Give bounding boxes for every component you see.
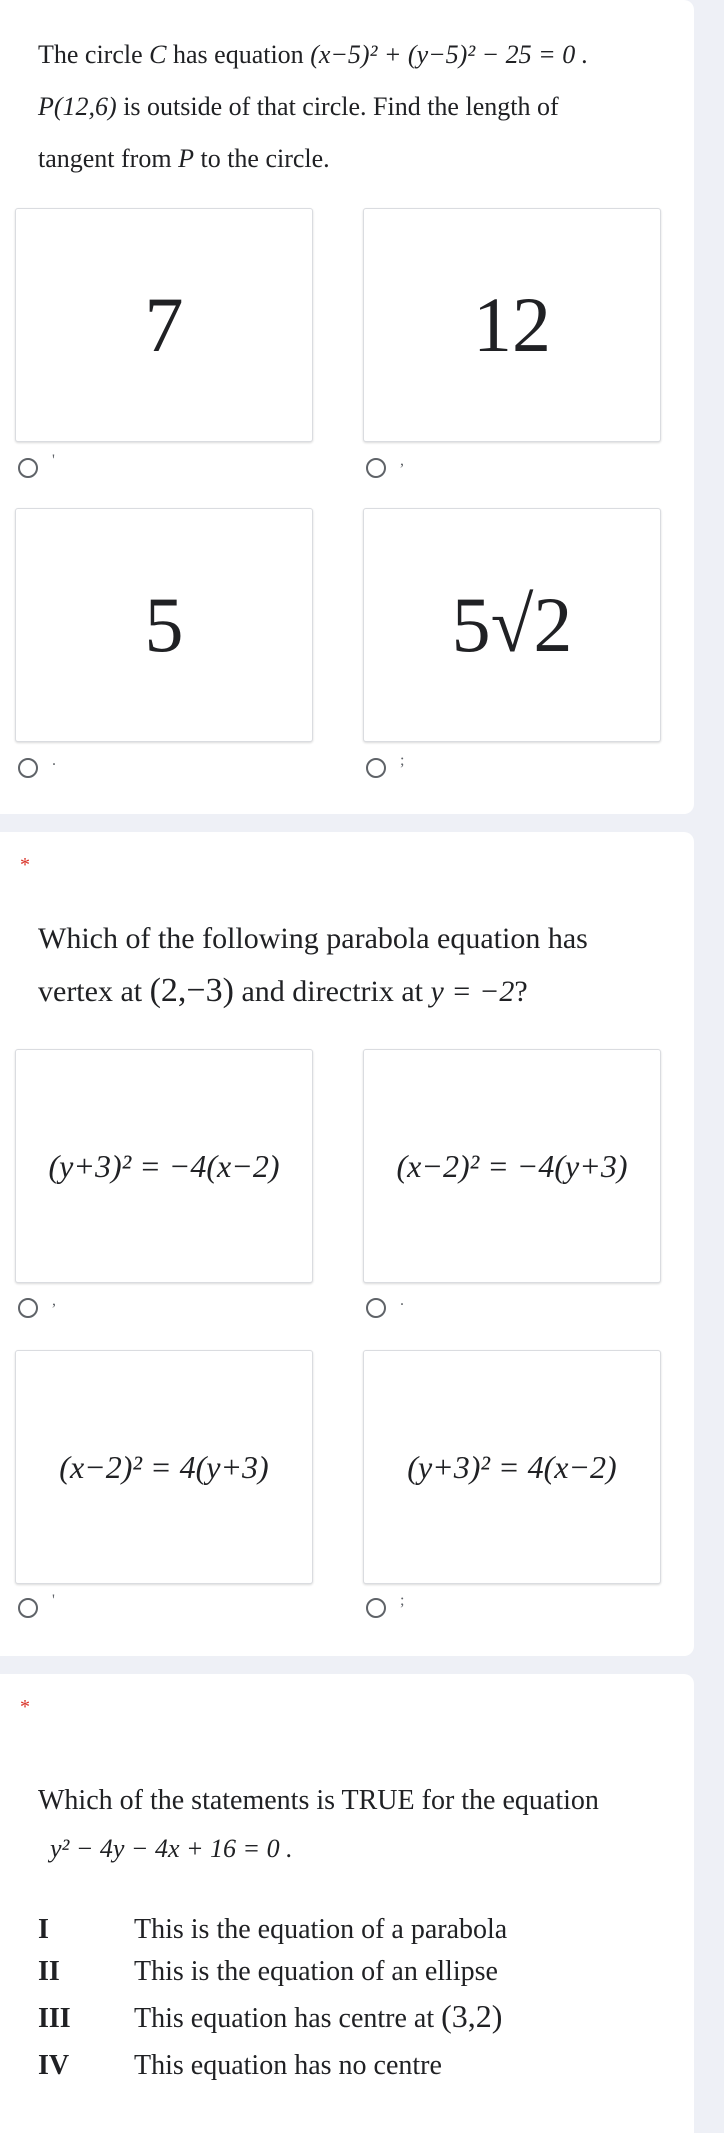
point-p: P(12,6) — [38, 92, 117, 121]
statement-2: II This is the equation of an ellipse — [38, 1956, 498, 1987]
question-1-line-3: tangent from P to the circle. — [38, 144, 330, 173]
option-image-parabola-b[interactable]: (x−2)² = −4(y+3) — [363, 1049, 661, 1283]
question-2-line-1: Which of the following parabola equation has — [38, 922, 588, 955]
option-radio-parabola-c[interactable] — [18, 1598, 38, 1618]
option-image-parabola-a[interactable]: (y+3)² = −4(x−2) — [15, 1049, 313, 1283]
question-1-line-2: P(12,6) is outside of that circle. Find the length of — [38, 92, 559, 121]
circle-equation: (x−5)² + (y−5)² − 25 = 0 . — [310, 40, 589, 69]
directrix-value: y = −2 — [430, 975, 515, 1008]
option-radio-5-root-2[interactable] — [366, 758, 386, 778]
option-image-parabola-d[interactable]: (y+3)² = 4(x−2) — [363, 1350, 661, 1584]
question-1-line-1: The circle C has equation (x−5)² + (y−5)² − 25 = 0 . — [38, 40, 589, 69]
question-card-2: * Which of the following parabola equation has vertex at (2,−3) and directrix at y = −2? (y+3)² = −4(x−2) , (x−2)² = −4(y+3) . (x−2)² = 4(y+3) ' (y+3)² = 4(x−2) ; — [0, 832, 694, 1656]
option-image-parabola-c[interactable]: (x−2)² = 4(y+3) — [15, 1350, 313, 1584]
question-3-line-1: Which of the statements is TRUE for the equation — [38, 1785, 599, 1816]
option-image-5[interactable]: 5 — [15, 508, 313, 742]
statement-3: III This equation has centre at (3,2) — [38, 1998, 503, 2034]
statement-1: I This is the equation of a parabola — [38, 1914, 508, 1945]
question-2-line-2: vertex at (2,−3) and directrix at y = −2? — [38, 972, 528, 1009]
option-radio-7[interactable] — [18, 458, 38, 478]
option-image-12[interactable]: 12 — [363, 208, 661, 442]
option-image-5-root-2[interactable]: 5√2 — [363, 508, 661, 742]
option-radio-parabola-b[interactable] — [366, 1298, 386, 1318]
statement-4: IV This equation has no centre — [38, 2050, 442, 2081]
required-asterisk: * — [20, 1696, 30, 1718]
vertex-value: (2,−3) — [149, 972, 234, 1009]
question-3-equation: y² − 4y − 4x + 16 = 0 . — [50, 1834, 293, 1863]
option-radio-parabola-d[interactable] — [366, 1598, 386, 1618]
question-card-1: The circle C has equation (x−5)² + (y−5)² − 25 = 0 . P(12,6) is outside of that circle. Find the length of tangent from P to the circle. 7 ' 12 , 5 . 5√2 ; — [0, 0, 694, 814]
option-radio-12[interactable] — [366, 458, 386, 478]
option-radio-parabola-a[interactable] — [18, 1298, 38, 1318]
option-radio-5[interactable] — [18, 758, 38, 778]
question-card-3 — [0, 1674, 694, 2133]
required-asterisk: * — [20, 854, 30, 876]
option-image-7[interactable]: 7 — [15, 208, 313, 442]
